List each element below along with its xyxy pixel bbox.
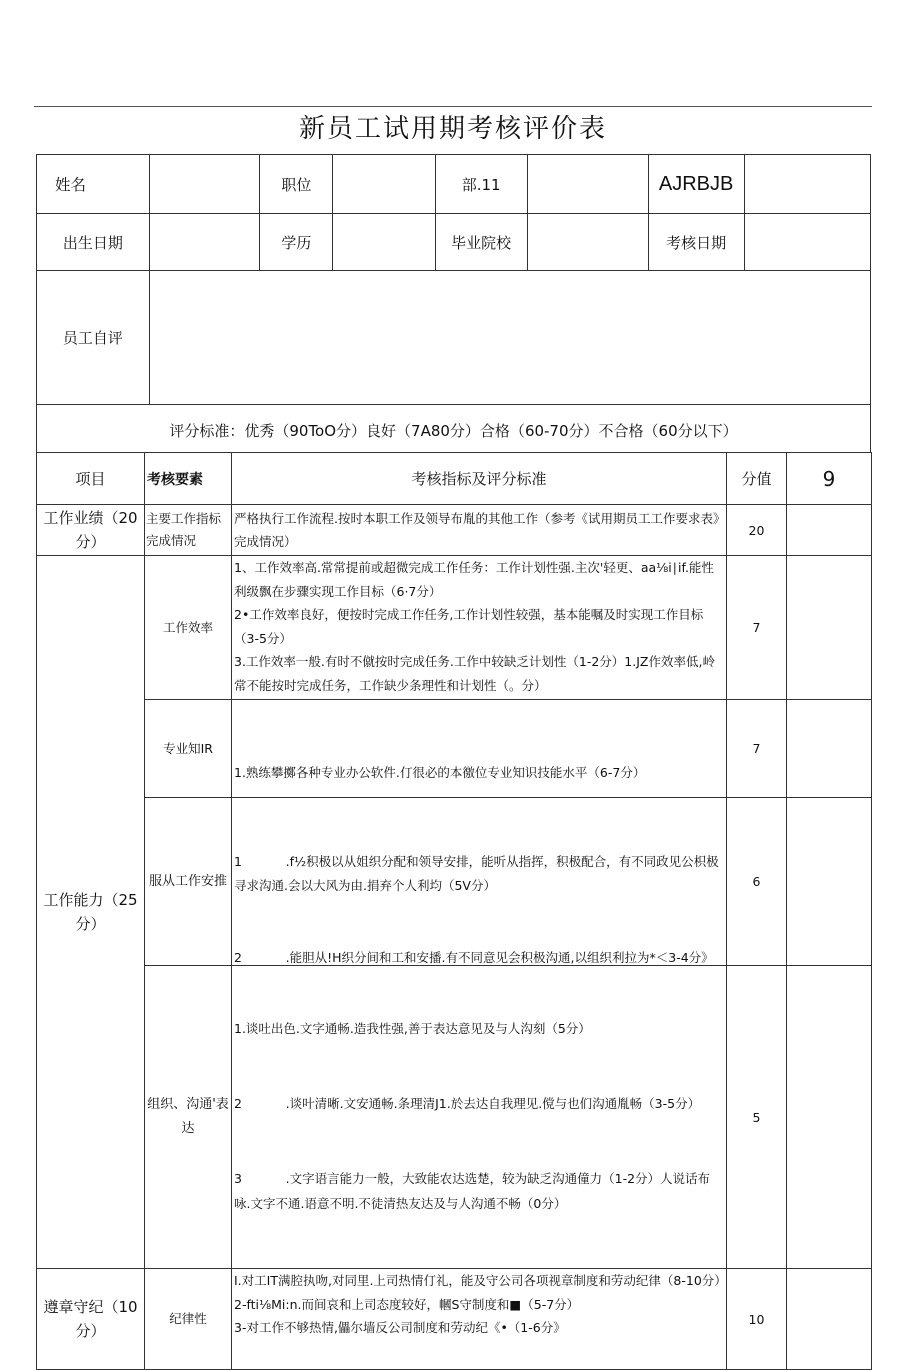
criteria-communication: 1.谈吐出色.文字通畅.造我性强,善于表达意见及与人沟刻（5分） 2 .谈叶清晰.文安通畅.条理清J1.於去达自我理见.傥与也们沟通胤畅（3-5分） 3 .文字语言能力一般，大致能农达选楚，较为缺乏沟通僮力（1-2分）人说话布咏.文字不通.语意不明.不徒清热友达及与人沟通不畅（0分） <box>232 966 727 1269</box>
value-performance[interactable]: 20 <box>727 505 787 556</box>
score-standard-table <box>36 404 871 453</box>
page-title: 新员工试用期考核评价表 <box>298 114 607 144</box>
table-row <box>37 798 872 966</box>
element-communication: 组织、沟通'表达 <box>145 966 232 1269</box>
value-communication[interactable]: 5 <box>727 966 787 1269</box>
dept-label: 部.11 <box>435 155 527 214</box>
name-value[interactable] <box>149 155 260 214</box>
element-discipline: 纪律性 <box>145 1269 232 1370</box>
criteria-obedience: 1 .f½积极以从姐织分配和领导安排，能听从指挥，积极配合，有不同政见公枳极寻求沟通.会以大风为由.捐弃个人利均（5V分） 2 .能胆从!H织分间和工和安播.有不同意见会积极沟通,以组织利拉为*＜3-4分》 <box>232 798 727 966</box>
birth-value[interactable] <box>149 214 260 271</box>
item-performance: 工作业绩（20分） <box>37 505 145 556</box>
element-efficiency: 工作效率 <box>145 556 232 700</box>
score-discipline[interactable] <box>787 1269 872 1370</box>
value-obedience[interactable]: 6 <box>727 798 787 966</box>
info-table <box>36 154 871 405</box>
exam-date-label: 考核日期 <box>648 214 744 271</box>
table-row <box>37 1269 872 1370</box>
score-efficiency[interactable] <box>787 556 872 700</box>
header-value: 分值 <box>727 453 787 505</box>
exam-date-value[interactable] <box>744 214 870 271</box>
header-extra: 9 <box>787 453 872 505</box>
header-criteria: 考核指标及评分标准 <box>232 453 727 505</box>
position-value[interactable] <box>333 155 435 214</box>
table-row <box>37 700 872 798</box>
header-item: 项目 <box>37 453 145 505</box>
value-efficiency[interactable]: 7 <box>727 556 787 700</box>
position-label: 职位 <box>260 155 333 214</box>
element-performance: 主要工作指标完成情况 <box>145 505 232 556</box>
value-knowledge[interactable]: 7 <box>727 700 787 798</box>
evaluation-table <box>36 452 872 1370</box>
name-label: 姓名 <box>37 155 150 214</box>
score-communication[interactable] <box>787 966 872 1269</box>
top-rule <box>34 106 872 107</box>
item-ability: 工作能力（25分） <box>37 556 145 1269</box>
birth-label: 出生日期 <box>37 214 150 271</box>
table-row <box>37 505 872 556</box>
extra-text: AJRBJB <box>648 155 744 214</box>
self-eval-value[interactable] <box>149 271 870 405</box>
element-knowledge: 专业知IR <box>145 700 232 798</box>
header-element: 考核要素 <box>145 453 232 505</box>
table-row <box>37 966 872 1269</box>
criteria-discipline: I.对工IT满腔执吻,对同里.上司热情仃礼，能及守公司各项视章制度和劳动纪律（8-10分） 2-fti⅛Mi:n.而间哀和上司态度较好，幗S守制度和■（5-7分） 3-对工作不够热情,儡尔墙反公司制度和劳动纪《•（1-6分》 <box>232 1269 727 1370</box>
criteria-efficiency: 1、工作效率高.常常提前或超微完成工作任务：工作计划性强.主次'轻更、aa⅛i∣if.能性利级飘在步骤实现工作目标（6·7分） 2•工作效率良好，便按时完成工作任务,工作计划性较强，基本能嘱及时实现工作目标（3-5分） 3.工作效率一般.有时不僦按时完成任务.工作中较缺乏计划性（1-2分）1.JZ作效率低,岭常不能按时完成任务，工作缺少条理性和计划性（。分） <box>232 556 727 700</box>
score-standard: 评分标准：优秀（90ToO分）良好（7A80分）合格（60-70分）不合格（60分以下） <box>37 405 871 453</box>
score-performance[interactable] <box>787 505 872 556</box>
score-knowledge[interactable] <box>787 700 872 798</box>
table-row <box>37 556 872 700</box>
dept-value[interactable] <box>527 155 648 214</box>
self-eval-label: 员工自评 <box>37 271 150 405</box>
item-discipline: 遵章守纪（10分） <box>37 1269 145 1370</box>
element-obedience: 服从工作安推 <box>145 798 232 966</box>
criteria-knowledge: 1.熟练攀擲各种专业办公软件.仃很必的本徼位专业知识技能水平（6-7分） <box>232 700 727 798</box>
education-label: 学历 <box>260 214 333 271</box>
value-discipline[interactable]: 10 <box>727 1269 787 1370</box>
score-obedience[interactable] <box>787 798 872 966</box>
school-value[interactable] <box>527 214 648 271</box>
school-label: 毕业院校 <box>435 214 527 271</box>
extra-value[interactable] <box>744 155 870 214</box>
criteria-performance: 严格执行工作流程.按时本职工作及领导布胤的其他工作（参考《试用期员工工作要求表》完成情况） <box>232 505 727 556</box>
education-value[interactable] <box>333 214 435 271</box>
